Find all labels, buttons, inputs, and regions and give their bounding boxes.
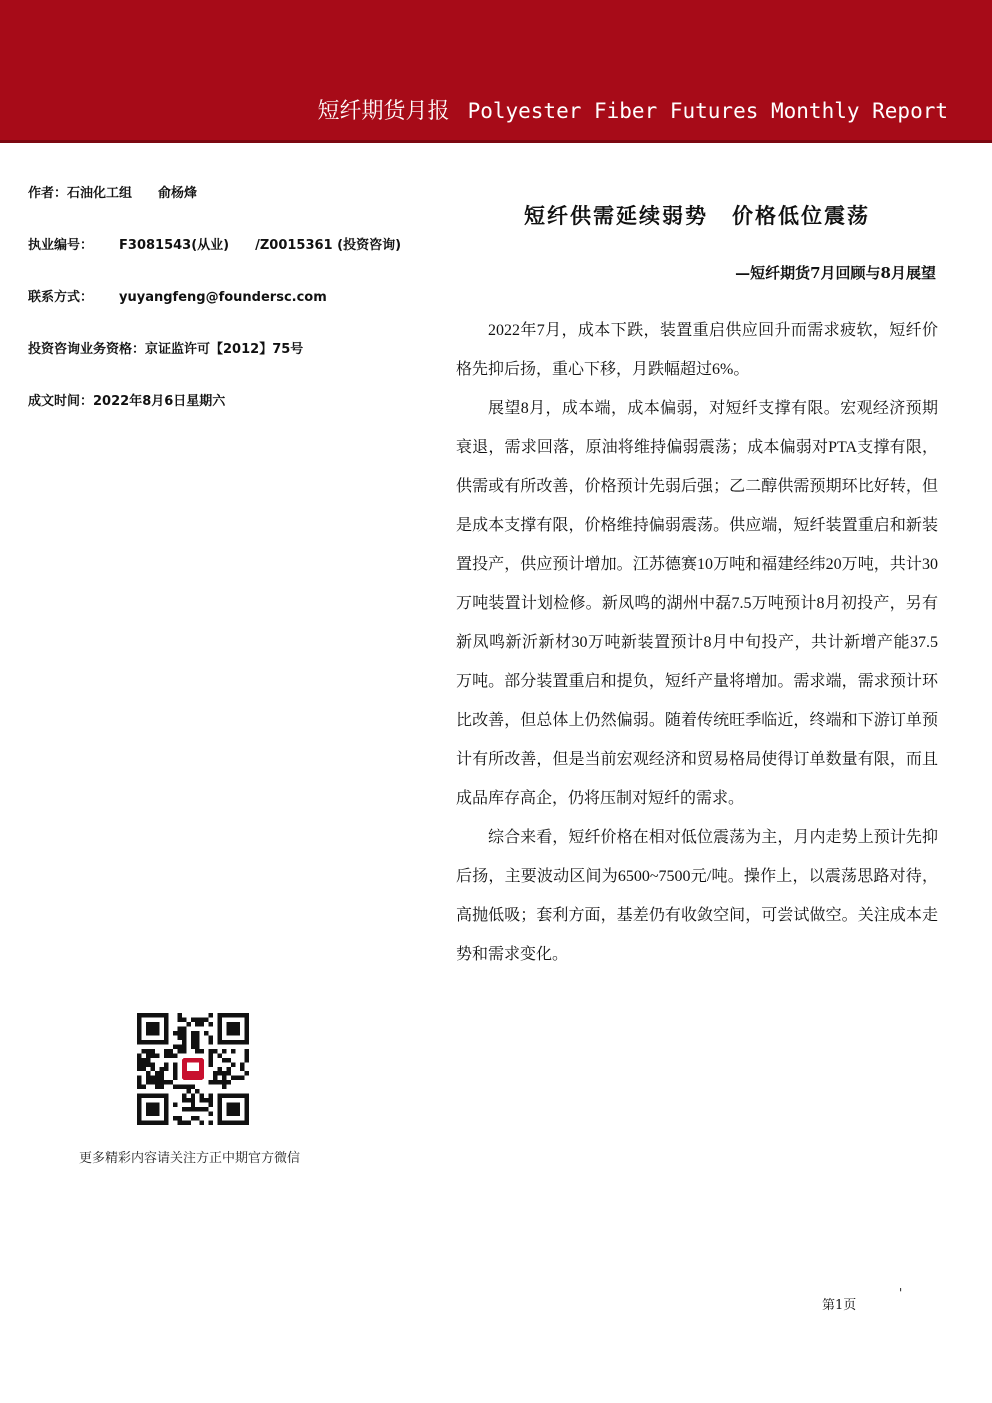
qualification-row [28,338,448,390]
date-value: 2022年8月6日星期六 [93,394,226,409]
contact-row [28,286,448,338]
page-number: 第1页 [822,1298,857,1313]
author-name: 俞杨烽 [158,186,198,201]
conclusion-paragraph: 综合来看，短纤价格在相对低位震荡为主，月内走势上预计先抑后扬，主要波动区间为6500~7500元/吨。操作上，以震荡思路对待，高抛低吸；套利方面，基差仍有收敛空间，可尝试做空。关注成本走势和需求变化。 [456,829,938,963]
report-title-part2: 价格低位震荡 [732,203,870,228]
report-title-part1: 短纤供需延续弱势 [524,203,708,228]
report-series-title [318,94,948,125]
report-series-title-cn: 短纤期货月报 [317,99,450,124]
report-subtitle: —短纤期货7月回顾与8月展望 [735,264,936,282]
author-label: 作者： [28,186,68,201]
wechat-qr-code[interactable] [137,1013,249,1125]
qualification-label: 投资咨询业务资格： [28,342,146,357]
report-series-title-en: Polyester Fiber Futures Monthly Report [467,99,948,123]
summary-paragraph: 2022年7月，成本下跌，装置重启供应回升而需求疲软，短纤价格先抑后扬，重心下移，月跌幅超过6%。 [456,322,938,378]
report-title [458,200,936,230]
license-row [28,234,448,286]
author-row [28,182,448,234]
tick-mark: ' [899,1286,903,1300]
author-info-panel [28,182,448,442]
qr-caption: 更多精彩内容请关注方正中期官方微信 [79,1151,301,1166]
license-value-advisory: /Z0015361 (投资咨询) [255,238,402,253]
contact-label: 联系方式： [28,290,94,305]
date-label: 成文时间： [28,394,94,409]
qualification-value: 京证监许可【2012】75号 [145,342,304,357]
date-row [28,390,448,442]
header-underline [0,140,992,143]
contact-email: yuyangfeng@foundersc.com [119,290,327,305]
outlook-paragraph: 展望8月，成本端，成本偏弱，对短纤支撑有限。宏观经济预期衰退，需求回落，原油将维持偏弱震荡；成本偏弱对PTA支撑有限，供需或有所改善，价格预计先弱后强；乙二醇供需预期环比好转，但是成本支撑有限，价格维持偏弱震荡。供应端，短纤装置重启和新装置投产，供应预计增加。江苏德赛10万吨和福建经纬20万吨，共计30万吨装置计划检修。新凤鸣的湖州中磊7.5万吨预计8月初投产，另有新凤鸣新沂新材30万吨新装置预计8月中旬投产，共计新增产能37.5万吨。部分装置重启和提负，短纤产量将增加。需求端，需求预计环比改善，但总体上仍然偏弱。随着传统旺季临近，终端和下游订单预计有所改善，但是当前宏观经济和贸易格局使得订单数量有限，而且成品库存高企，仍将压制对短纤的需求。 [456,400,938,807]
report-body [456,311,938,974]
license-value-practice: F3081543(从业) [119,238,230,253]
author-group: 石油化工组 [67,186,133,201]
license-label: 执业编号： [28,238,94,253]
